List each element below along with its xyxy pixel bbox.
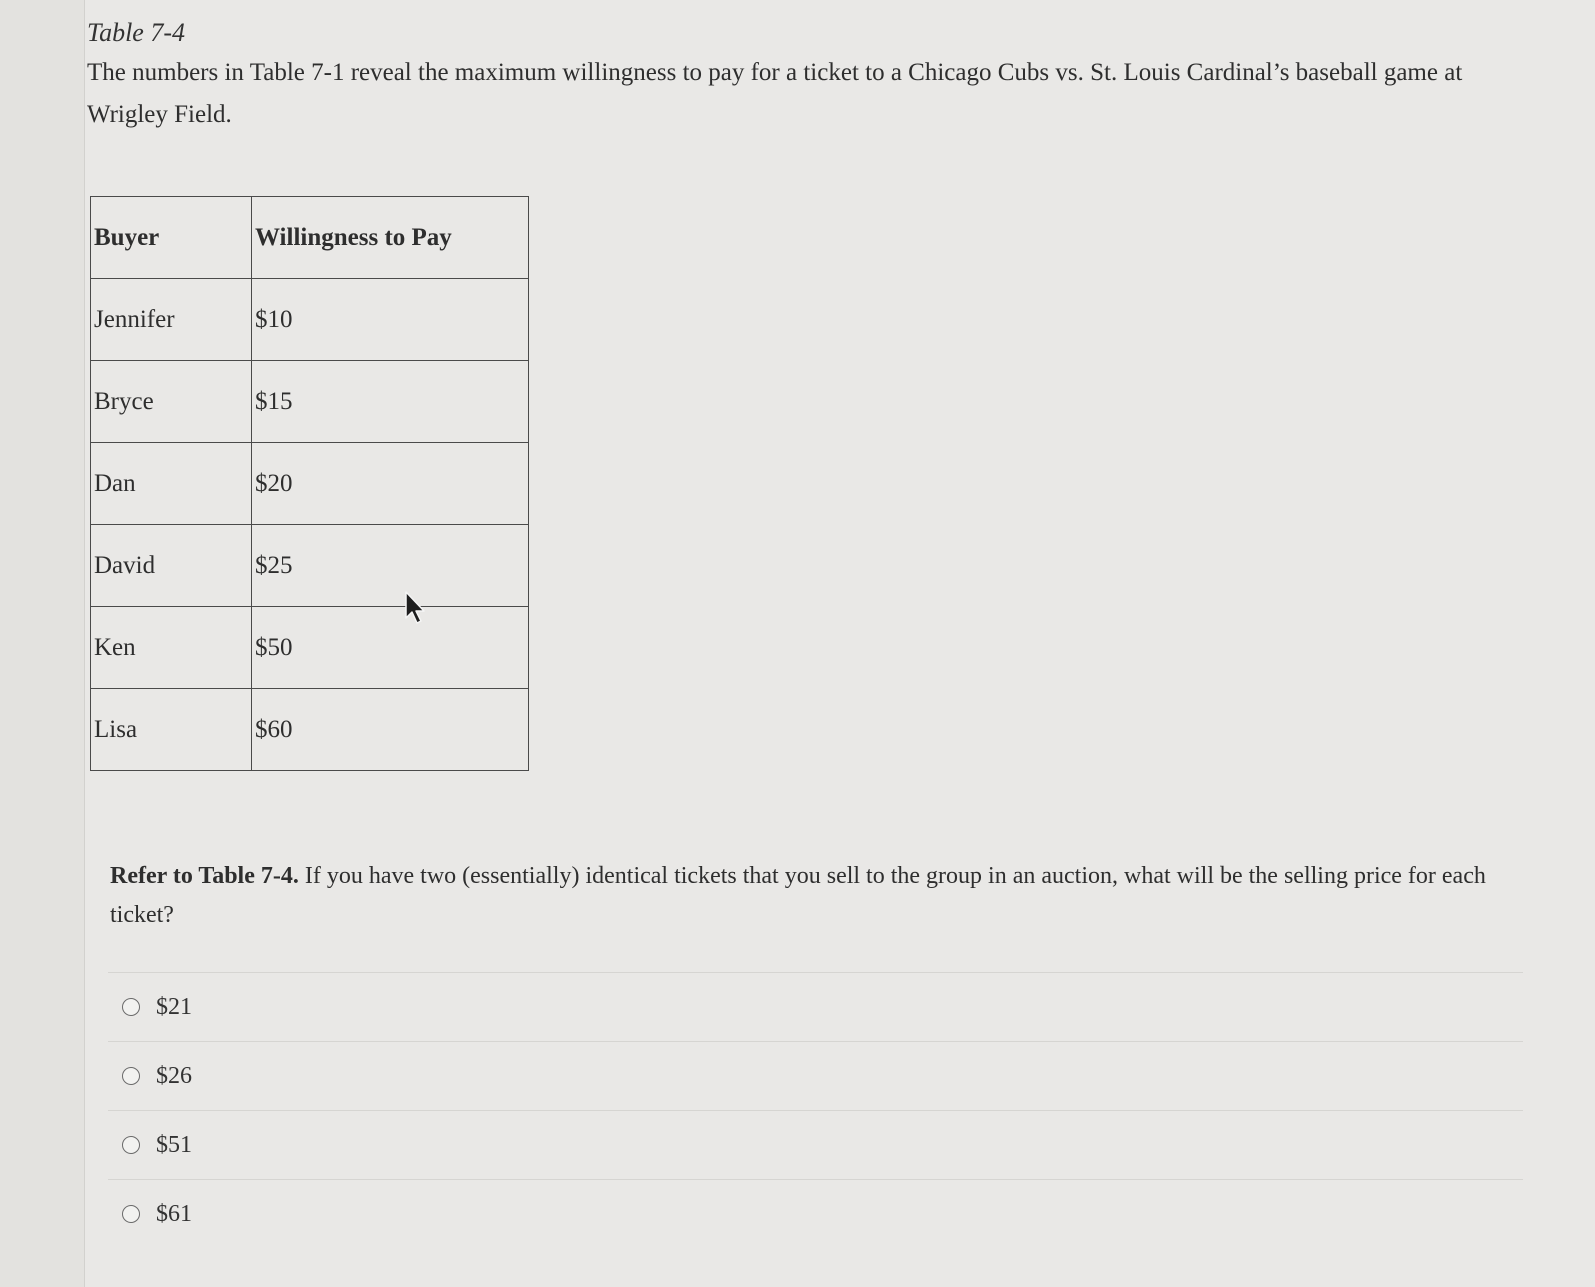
table-intro: The numbers in Table 7-1 reveal the maximum willingness to pay for a ticket to a Chicago Cubs vs. St. Louis Cardinal’s baseball game at Wrigley Field. bbox=[87, 59, 1463, 128]
wtp-cell: $20 bbox=[252, 443, 529, 525]
answer-label: $21 bbox=[156, 993, 192, 1020]
buyer-cell: Lisa bbox=[91, 689, 252, 771]
table-row bbox=[91, 279, 529, 361]
radio-unselected-icon[interactable] bbox=[122, 998, 140, 1016]
question-lead: Refer to Table 7-4. bbox=[110, 863, 299, 889]
radio-unselected-icon[interactable] bbox=[122, 1136, 140, 1154]
answer-option-4[interactable] bbox=[108, 1179, 1523, 1248]
answer-label: $61 bbox=[156, 1200, 192, 1227]
radio-unselected-icon[interactable] bbox=[122, 1067, 140, 1085]
buyer-cell: Dan bbox=[91, 443, 252, 525]
answer-label: $51 bbox=[156, 1131, 192, 1158]
table-row bbox=[91, 525, 529, 607]
question-text bbox=[110, 857, 1540, 935]
table-row bbox=[91, 607, 529, 689]
answer-label: $26 bbox=[156, 1062, 192, 1089]
table-row bbox=[91, 689, 529, 771]
wtp-cell: $50 bbox=[252, 607, 529, 689]
answer-options bbox=[108, 972, 1523, 1248]
table-row bbox=[91, 443, 529, 525]
question-body: If you have two (essentially) identical tickets that you sell to the group in an auction, what will be the selling price for each ticket? bbox=[110, 863, 1486, 928]
table-row bbox=[91, 361, 529, 443]
wtp-cell: $25 bbox=[252, 525, 529, 607]
radio-unselected-icon[interactable] bbox=[122, 1205, 140, 1223]
buyer-cell: Bryce bbox=[91, 361, 252, 443]
buyer-cell: David bbox=[91, 525, 252, 607]
wtp-cell: $60 bbox=[252, 689, 529, 771]
answer-option-2[interactable] bbox=[108, 1041, 1523, 1110]
left-margin bbox=[0, 0, 84, 1287]
wtp-cell: $15 bbox=[252, 361, 529, 443]
mouse-pointer-icon bbox=[404, 590, 428, 626]
header-buyer: Buyer bbox=[91, 197, 252, 279]
willingness-table bbox=[90, 196, 529, 771]
wtp-cell: $10 bbox=[252, 279, 529, 361]
table-title: Table 7-4 bbox=[87, 18, 185, 47]
header-willingness: Willingness to Pay bbox=[252, 197, 529, 279]
answer-option-1[interactable] bbox=[108, 972, 1523, 1041]
answer-option-3[interactable] bbox=[108, 1110, 1523, 1179]
buyer-cell: Jennifer bbox=[91, 279, 252, 361]
table-header-row bbox=[91, 197, 529, 279]
buyer-cell: Ken bbox=[91, 607, 252, 689]
